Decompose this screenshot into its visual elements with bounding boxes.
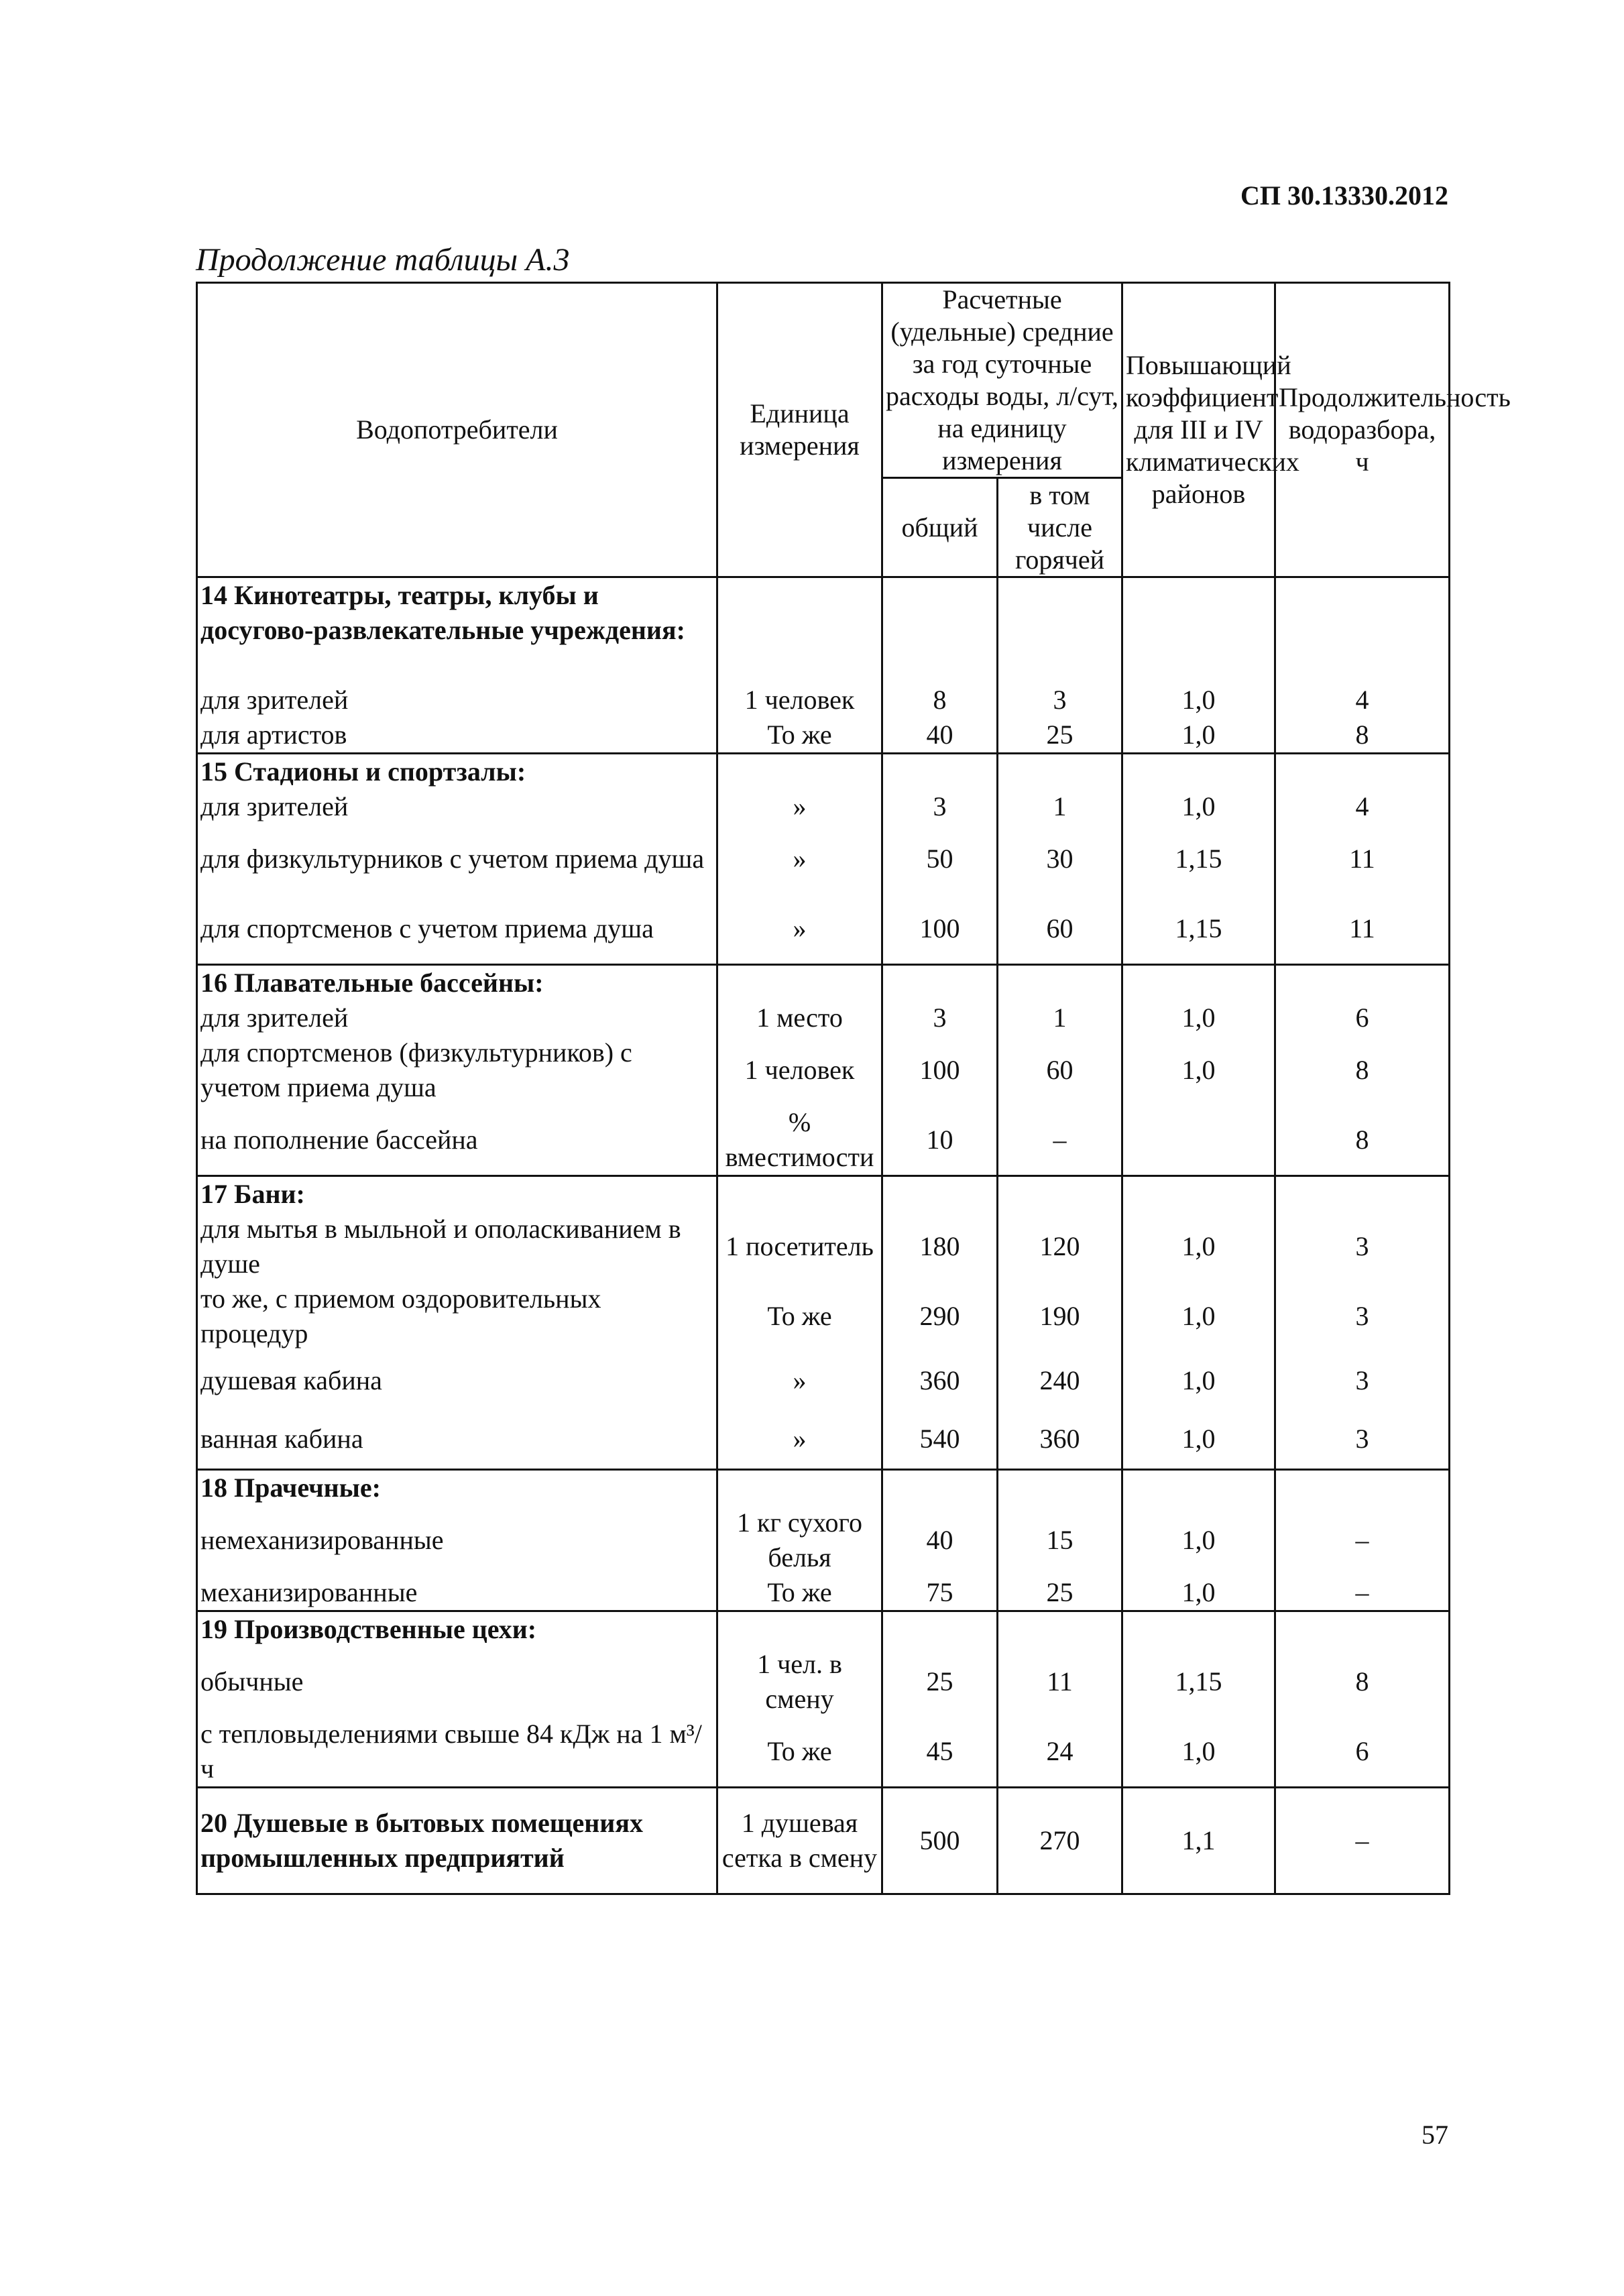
row-coef: 1,0 <box>1122 718 1275 754</box>
row-unit: 1 душевая сетка в смену <box>717 1787 882 1894</box>
row-duration: 3 <box>1275 1212 1450 1281</box>
row-coef: 1,0 <box>1122 1575 1275 1611</box>
group-title-row <box>197 754 1450 790</box>
row-coef: 1,0 <box>1122 1410 1275 1469</box>
row-name: для зрителей <box>197 683 717 718</box>
row-hot: 190 <box>998 1281 1122 1351</box>
row-unit: » <box>717 894 882 965</box>
row-unit: 1 место <box>717 1000 882 1035</box>
row-duration: – <box>1275 1787 1450 1894</box>
row-duration: 3 <box>1275 1281 1450 1351</box>
table-row <box>197 1505 1450 1575</box>
group-title: 15 Стадионы и спортзалы: <box>197 754 717 790</box>
row-name: обычные <box>197 1647 717 1717</box>
row-unit: То же <box>717 1717 882 1788</box>
row-hot: 360 <box>998 1410 1122 1469</box>
col-coef-header: Повышающий коэффициент для III и IV климатических районов <box>1122 283 1275 577</box>
row-duration: – <box>1275 1575 1450 1611</box>
table-row <box>197 1281 1450 1351</box>
row-hot: 240 <box>998 1351 1122 1410</box>
row-unit: » <box>717 824 882 894</box>
row-unit: 1 человек <box>717 1035 882 1105</box>
table-row <box>197 1717 1450 1788</box>
row-duration: 3 <box>1275 1351 1450 1410</box>
row-unit: » <box>717 789 882 824</box>
row-total: 75 <box>882 1575 998 1611</box>
row-name: для артистов <box>197 718 717 754</box>
row-name: ванная кабина <box>197 1410 717 1469</box>
row-total: 50 <box>882 824 998 894</box>
table-row <box>197 1575 1450 1611</box>
row-total: 10 <box>882 1105 998 1176</box>
row-coef: 1,15 <box>1122 1647 1275 1717</box>
row-name: 20 Душевые в бытовых помещениях промышленных предприятий <box>197 1787 717 1894</box>
row-coef: 1,0 <box>1122 1717 1275 1788</box>
row-coef: 1,0 <box>1122 789 1275 824</box>
row-hot: 1 <box>998 789 1122 824</box>
row-name: душевая кабина <box>197 1351 717 1410</box>
row-total: 3 <box>882 789 998 824</box>
row-name: для спортсменов с учетом приема душа <box>197 894 717 965</box>
row-hot: 120 <box>998 1212 1122 1281</box>
row-total: 540 <box>882 1410 998 1469</box>
row-name: механизированные <box>197 1575 717 1611</box>
row-hot: 1 <box>998 1000 1122 1035</box>
group-title: 16 Плавательные бассейны: <box>197 965 717 1001</box>
table-row <box>197 789 1450 824</box>
row-unit: 1 чел. в смену <box>717 1647 882 1717</box>
row-duration: – <box>1275 1505 1450 1575</box>
table-caption: Продолжение таблицы А.3 <box>196 242 570 278</box>
row-unit: 1 кг сухого белья <box>717 1505 882 1575</box>
row-hot: 24 <box>998 1717 1122 1788</box>
row-total: 40 <box>882 1505 998 1575</box>
row-name: с тепловыделениями свыше 84 кДж на 1 м³/ч <box>197 1717 717 1788</box>
row-coef: 1,0 <box>1122 683 1275 718</box>
row-duration: 4 <box>1275 683 1450 718</box>
table-row <box>197 1410 1450 1469</box>
group-title: 17 Бани: <box>197 1176 717 1212</box>
row-coef: 1,0 <box>1122 1505 1275 1575</box>
table-row <box>197 683 1450 718</box>
row-duration: 6 <box>1275 1000 1450 1035</box>
table-row <box>197 1787 1450 1894</box>
group-title-row <box>197 1611 1450 1647</box>
row-duration: 11 <box>1275 894 1450 965</box>
row-total: 100 <box>882 1035 998 1105</box>
row-name: для зрителей <box>197 789 717 824</box>
table-row <box>197 1105 1450 1176</box>
row-hot: 30 <box>998 824 1122 894</box>
group-title-row <box>197 1469 1450 1505</box>
col-rate-header: Расчетные (удельные) средние за год суточные расходы воды, л/сут, на единицу измерения <box>882 283 1122 478</box>
row-unit: 1 посетитель <box>717 1212 882 1281</box>
col-duration-header: Продолжительность водоразбора, ч <box>1275 283 1450 577</box>
row-coef: 1,1 <box>1122 1787 1275 1894</box>
row-duration: 8 <box>1275 1647 1450 1717</box>
row-coef: 1,0 <box>1122 1000 1275 1035</box>
row-hot: 60 <box>998 894 1122 965</box>
row-unit: » <box>717 1351 882 1410</box>
row-name: для физкультурников с учетом приема душа <box>197 824 717 894</box>
row-name: на пополнение бассейна <box>197 1105 717 1176</box>
row-name: для зрителей <box>197 1000 717 1035</box>
table-row <box>197 1000 1450 1035</box>
row-coef: 1,0 <box>1122 1212 1275 1281</box>
document-code: СП 30.13330.2012 <box>1240 180 1448 211</box>
table-row <box>197 824 1450 894</box>
row-duration: 11 <box>1275 824 1450 894</box>
row-name: немеханизированные <box>197 1505 717 1575</box>
row-duration: 6 <box>1275 1717 1450 1788</box>
row-hot: 15 <box>998 1505 1122 1575</box>
group-title-row <box>197 965 1450 1001</box>
row-total: 3 <box>882 1000 998 1035</box>
row-hot: – <box>998 1105 1122 1176</box>
row-total: 25 <box>882 1647 998 1717</box>
table-row <box>197 1351 1450 1410</box>
row-coef: 1,0 <box>1122 1035 1275 1105</box>
row-total: 500 <box>882 1787 998 1894</box>
group-title-row <box>197 577 1450 683</box>
group-title: 19 Производственные цехи: <box>197 1611 717 1647</box>
row-duration: 4 <box>1275 789 1450 824</box>
row-total: 100 <box>882 894 998 965</box>
row-duration: 8 <box>1275 1035 1450 1105</box>
group-title: 18 Прачечные: <box>197 1469 717 1505</box>
row-unit: % вместимости <box>717 1105 882 1176</box>
row-unit: » <box>717 1410 882 1469</box>
row-unit: 1 человек <box>717 683 882 718</box>
col-total-header: общий <box>882 478 998 577</box>
row-hot: 25 <box>998 1575 1122 1611</box>
table-row <box>197 1647 1450 1717</box>
row-name: для спортсменов (физкультурников) с учетом приема душа <box>197 1035 717 1105</box>
row-coef: 1,15 <box>1122 824 1275 894</box>
row-name: то же, с приемом оздоровительных процедур <box>197 1281 717 1351</box>
row-total: 8 <box>882 683 998 718</box>
row-total: 40 <box>882 718 998 754</box>
row-total: 180 <box>882 1212 998 1281</box>
table-row <box>197 718 1450 754</box>
row-duration: 3 <box>1275 1410 1450 1469</box>
row-unit: То же <box>717 1281 882 1351</box>
row-duration: 8 <box>1275 1105 1450 1176</box>
col-hot-header: в том числе горячей <box>998 478 1122 577</box>
row-hot: 3 <box>998 683 1122 718</box>
row-total: 290 <box>882 1281 998 1351</box>
table-row <box>197 894 1450 965</box>
row-hot: 25 <box>998 718 1122 754</box>
group-title: 14 Кинотеатры, театры, клубы и досугово-развлекательные учреждения: <box>197 577 717 683</box>
row-hot: 11 <box>998 1647 1122 1717</box>
row-coef: 1,0 <box>1122 1351 1275 1410</box>
water-consumption-table <box>196 282 1511 1895</box>
row-total: 360 <box>882 1351 998 1410</box>
row-coef: 1,0 <box>1122 1281 1275 1351</box>
page-number: 57 <box>1422 2120 1448 2150</box>
row-hot: 270 <box>998 1787 1122 1894</box>
row-coef: 1,15 <box>1122 894 1275 965</box>
table-row <box>197 1212 1450 1281</box>
row-duration: 8 <box>1275 718 1450 754</box>
row-coef <box>1122 1105 1275 1176</box>
row-name: для мытья в мыльной и ополаскиванием в душе <box>197 1212 717 1281</box>
table-row <box>197 1035 1450 1105</box>
row-unit: То же <box>717 718 882 754</box>
col-unit-header: Единица измерения <box>717 283 882 577</box>
row-hot: 60 <box>998 1035 1122 1105</box>
row-total: 45 <box>882 1717 998 1788</box>
row-unit: То же <box>717 1575 882 1611</box>
group-title-row <box>197 1176 1450 1212</box>
col-consumers-header: Водопотребители <box>197 283 717 577</box>
